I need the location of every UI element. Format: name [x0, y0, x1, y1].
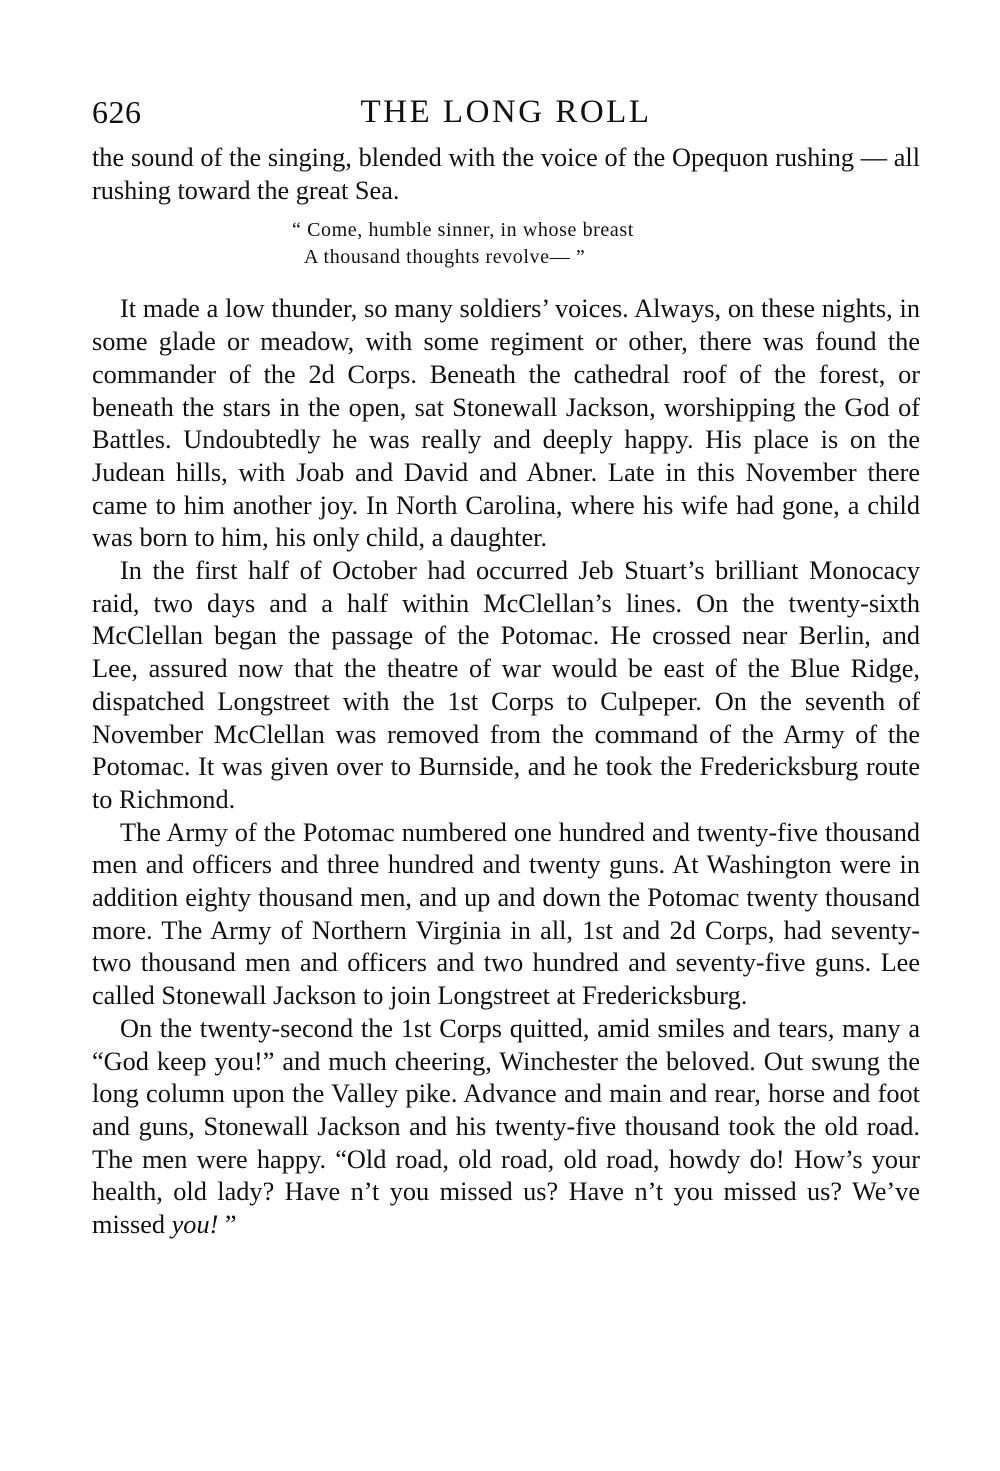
- verse-line: “ Come, humble sinner, in whose breast: [292, 219, 634, 242]
- emphasis-text: you!: [171, 1210, 219, 1240]
- running-title: THE LONG ROLL: [360, 94, 652, 130]
- paragraph: In the first half of October had occurred Jeb Stuart’s brilliant Monocacy raid, two days and a half within McClellan’s lines. On the twenty-sixth McClellan began the passage of the Potomac. He crossed near Berlin, and Lee, assured now that the theatre of war would be east of the Blue Ridge, dispatched Longstreet with the 1st Corps to Culpeper. On the seventh of November McClellan was removed from the command of the Army of the Potomac. It was given over to Burnside, and he took the Fredericksburg route to Richmond.: [92, 556, 920, 814]
- continuation-paragraph: the sound of the singing, blended with the voice of the Opequon rushing — all rushing toward the great Sea.: [92, 143, 920, 205]
- verse-line: A thousand thoughts revolve— ”: [304, 246, 586, 269]
- hymn-verse: [92, 217, 920, 271]
- page-header: [92, 92, 920, 142]
- paragraph: [92, 1013, 920, 1242]
- closing-quote: ”: [218, 1210, 237, 1240]
- book-page: [92, 92, 920, 1242]
- body-text: [92, 142, 920, 1242]
- paragraph: The Army of the Potomac numbered one hundred and twenty-five thousand men and officers and three hundred and twenty guns. At Washington were in addition eighty thousand men, and up and down the Potomac twenty thousand more. The Army of Northern Virginia in all, 1st and 2d Corps, had seventy-two thousand men and officers and two hundred and seventy-five guns. Lee called Stonewall Jackson to join Longstreet at Fredericksburg.: [92, 817, 920, 1011]
- paragraph: It made a low thunder, so many soldiers’ voices. Always, on these nights, in some glade or meadow, with some regiment or other, there was found the commander of the 2d Corps. Beneath the cathedral roof of the forest, or beneath the stars in the open, sat Stonewall Jackson, worshipping the God of Battles. Undoubtedly he was really and deeply happy. His place is on the Judean hills, with Joab and David and Abner. Late in this November there came to him another joy. In North Carolina, where his wife had gone, a child was born to him, his only child, a daughter.: [92, 294, 920, 553]
- paragraph-text: On the twenty-second the 1st Corps quitted, amid smiles and tears, many a “God keep you!” and much cheering, Winchester the beloved. Out swung the long column upon the Valley pike. Advance and main and rear, horse and foot and guns, Stonewall Jackson and his twenty-five thousand took the old road. The men were happy. “Old road, old road, old road, howdy do! How’s your health, old lady? Have n’t you missed us? Have n’t you missed us? We’ve missed: [92, 1013, 920, 1240]
- page-number: 626: [92, 94, 142, 130]
